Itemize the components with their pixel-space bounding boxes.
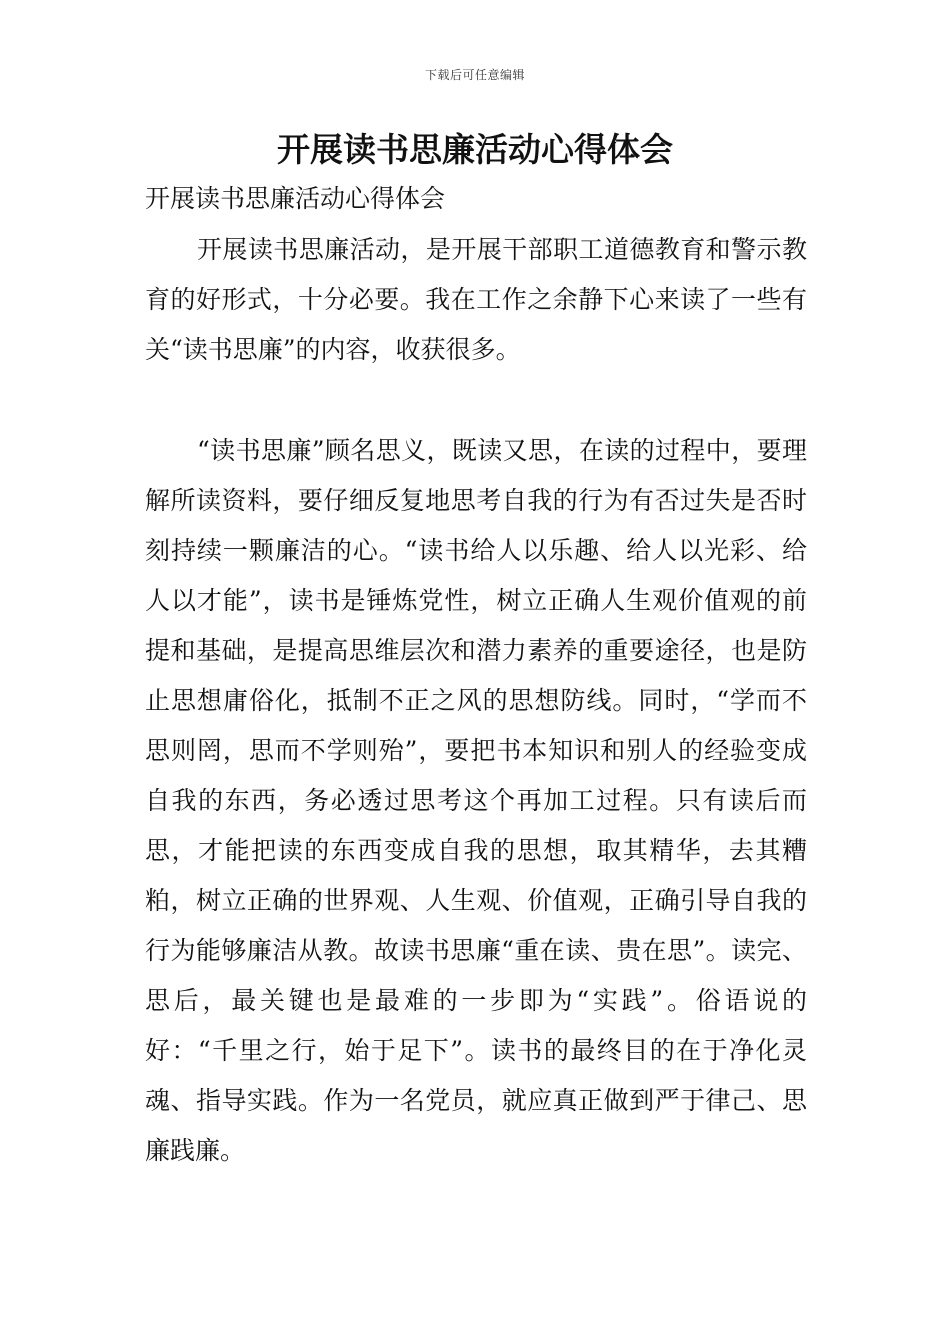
paragraph-body: “读书思廉”顾名思义，既读又思，在读的过程中，要理解所读资料，要仔细反复地思考自我的行为有否过失是否时刻持续一颗廉洁的心。“读书给人以乐趣、给人以光彩、给人以才能”，读书是锤炼党性，树立正确人生观价值观的前提和基础，是提高思维层次和潜力素养的重要途径，也是防止思想庸俗化，抵制不正之风的思想防线。同时，“学而不思则罔，思而不学则殆”，要把书本知识和别人的经验变成自我的东西，务必透过思考这个再加工过程。只有读后而思，才能把读的东西变成自我的思想，取其精华，去其糟粕，树立正确的世界观、人生观、价值观，正确引导自我的行为能够廉洁从教。故读书思廉“重在读、贵在思”。读完、思后，最关键也是最难的一步即为“实践”。俗语说的好：“千里之行，始于足下”。读书的最终目的在于净化灵魂、指导实践。作为一名党员，就应真正做到严于律己、思廉践廉。 [145,436,807,1165]
paragraph-intro: 开展读书思廉活动，是开展干部职工道德教育和警示教育的好形式，十分必要。我在工作之余静下心来读了一些有关“读书思廉”的内容，收获很多。 [145,235,807,364]
page-header-note: 下载后可任意编辑 [424,68,525,82]
document-subtitle: 开展读书思廉活动心得体会 [145,184,446,213]
document-title: 开展读书思廉活动心得体会 [277,130,673,169]
